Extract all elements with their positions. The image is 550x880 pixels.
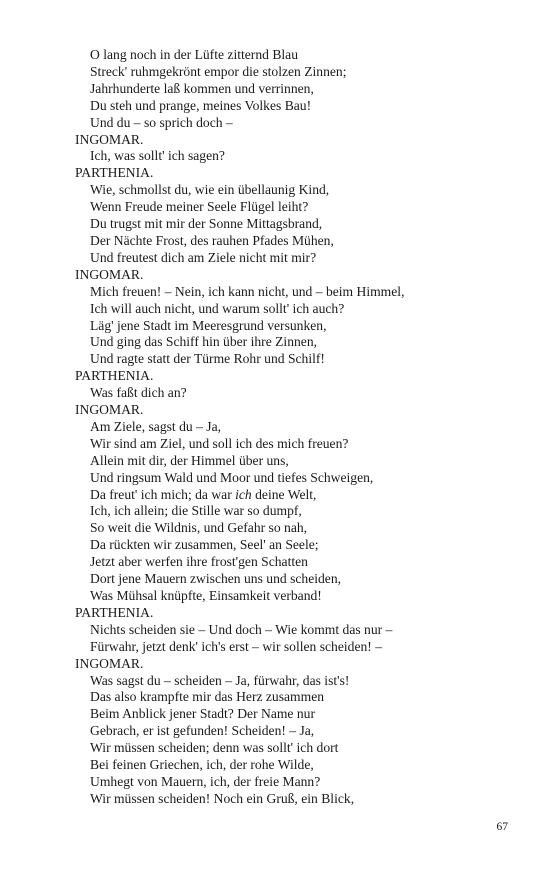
verse-line	[75, 537, 515, 554]
line-text: Was faßt dich an?	[90, 385, 187, 401]
line-text: Ich, was sollt' ich sagen?	[90, 148, 225, 164]
verse-line	[75, 453, 515, 470]
verse-line	[75, 673, 515, 690]
line-text: Der Nächte Frost, des rauhen Pfades Mühen,	[90, 232, 334, 248]
line-text: So weit die Wildnis, und Gefahr so nah,	[90, 520, 308, 536]
line-text: Fürwahr, jetzt denk' ich's erst – wir sollen scheiden! –	[90, 638, 383, 654]
verse-line	[75, 148, 515, 165]
speaker-name	[75, 132, 515, 149]
line-text: Das also krampfte mir das Herz zusammen	[90, 689, 325, 705]
line-text: Und ragte statt der Türme Rohr und Schilf!	[90, 351, 325, 367]
line-text: Wir müssen scheiden; denn was sollt' ich dort	[90, 740, 339, 756]
line-text: Wir sind am Ziel, und soll ich des mich freuen?	[90, 435, 349, 451]
line-text: Jetzt aber werfen ihre frost'gen Schatten	[90, 554, 308, 570]
line-text: Am Ziele, sagst du – Ja,	[90, 418, 222, 434]
line-text: Und freutest dich am Ziele nicht mit mir?	[90, 249, 317, 265]
verse-line	[75, 216, 515, 233]
speaker-name	[75, 368, 515, 385]
line-text: Wenn Freude meiner Seele Flügel leiht?	[90, 199, 309, 215]
verse-line	[75, 520, 515, 537]
verse-line	[75, 301, 515, 318]
verse-line	[75, 233, 515, 250]
line-text: Du trugst mit mir der Sonne Mittagsbrand,	[90, 216, 323, 232]
line-text: Beim Anblick jener Stadt? Der Name nur	[90, 706, 315, 722]
verse-line	[75, 503, 515, 520]
verse-line	[75, 98, 515, 115]
verse-line	[75, 622, 515, 639]
verse-line	[75, 740, 515, 757]
drama-text	[75, 47, 515, 808]
verse-line	[75, 757, 515, 774]
page-number: 67	[496, 821, 508, 833]
line-text: INGOMAR.	[75, 266, 144, 282]
verse-line	[75, 436, 515, 453]
speaker-name	[75, 267, 515, 284]
line-text: Da freut' ich mich; da war	[90, 486, 236, 502]
line-text: Bei feinen Griechen, ich, der rohe Wilde,	[90, 757, 314, 773]
line-text: Ich will auch nicht, und warum sollt' ich auch?	[90, 300, 345, 316]
speaker-name	[75, 402, 515, 419]
verse-line	[75, 723, 515, 740]
line-text: INGOMAR.	[75, 402, 144, 418]
verse-line	[75, 588, 515, 605]
verse-line	[75, 419, 515, 436]
verse-line	[75, 554, 515, 571]
speaker-name	[75, 165, 515, 182]
line-text: Und ging das Schiff hin über ihre Zinnen,	[90, 334, 318, 350]
verse-line	[75, 774, 515, 791]
line-text: Umhegt von Mauern, ich, der freie Mann?	[90, 773, 321, 789]
line-text: INGOMAR.	[75, 655, 144, 671]
verse-line	[75, 689, 515, 706]
emphasized-text: ich	[235, 486, 252, 502]
line-text: Jahrhunderte laß kommen und verrinnen,	[90, 80, 314, 96]
verse-line	[75, 706, 515, 723]
line-text: Was sagst du – scheiden – Ja, fürwahr, das ist's!	[90, 672, 350, 688]
verse-line	[75, 250, 515, 267]
line-text: PARTHENIA.	[75, 368, 154, 384]
line-text: Da rückten wir zusammen, Seel' an Seele;	[90, 537, 319, 553]
verse-line	[75, 571, 515, 588]
verse-line	[75, 351, 515, 368]
line-text: Läg' jene Stadt im Meeresgrund versunken,	[90, 317, 327, 333]
line-text: PARTHENIA.	[75, 165, 154, 181]
line-text: Wie, schmollst du, wie ein übellaunig Kind,	[90, 182, 330, 198]
verse-line	[75, 639, 515, 656]
verse-line	[75, 791, 515, 808]
line-text: deine Welt,	[251, 486, 317, 502]
line-text: Und ringsum Wald und Moor und tiefes Schweigen,	[90, 469, 374, 485]
line-text: Nichts scheiden sie – Und doch – Wie kommt das nur –	[90, 621, 393, 637]
verse-line	[75, 115, 515, 132]
line-text: O lang noch in der Lüfte zitternd Blau	[90, 47, 298, 62]
verse-line	[75, 199, 515, 216]
line-text: Mich freuen! – Nein, ich kann nicht, und – beim Himmel,	[90, 283, 405, 299]
speaker-name	[75, 656, 515, 673]
line-text: Streck' ruhmgekrönt empor die stolzen Zinnen;	[90, 63, 347, 79]
verse-line	[75, 47, 515, 64]
speaker-name	[75, 605, 515, 622]
line-text: Allein mit dir, der Himmel über uns,	[90, 452, 289, 468]
line-text: Wir müssen scheiden! Noch ein Gruß, ein Blick,	[90, 790, 355, 806]
verse-line	[75, 182, 515, 199]
line-text: Gebrach, er ist gefunden! Scheiden! – Ja,	[90, 723, 315, 739]
verse-line	[75, 318, 515, 335]
verse-line	[75, 487, 515, 504]
line-text: PARTHENIA.	[75, 604, 154, 620]
verse-line	[75, 470, 515, 487]
line-text: Dort jene Mauern zwischen uns und scheiden,	[90, 571, 342, 587]
verse-line	[75, 385, 515, 402]
line-text: Und du – so sprich doch –	[90, 114, 233, 130]
line-text: Du steh und prange, meines Volkes Bau!	[90, 97, 312, 113]
verse-line	[75, 284, 515, 301]
verse-line	[75, 64, 515, 81]
line-text: INGOMAR.	[75, 131, 144, 147]
verse-line	[75, 81, 515, 98]
line-text: Was Mühsal knüpfte, Einsamkeit verband!	[90, 588, 322, 603]
line-text: Ich, ich allein; die Stille war so dumpf,	[90, 503, 302, 519]
verse-line	[75, 334, 515, 351]
